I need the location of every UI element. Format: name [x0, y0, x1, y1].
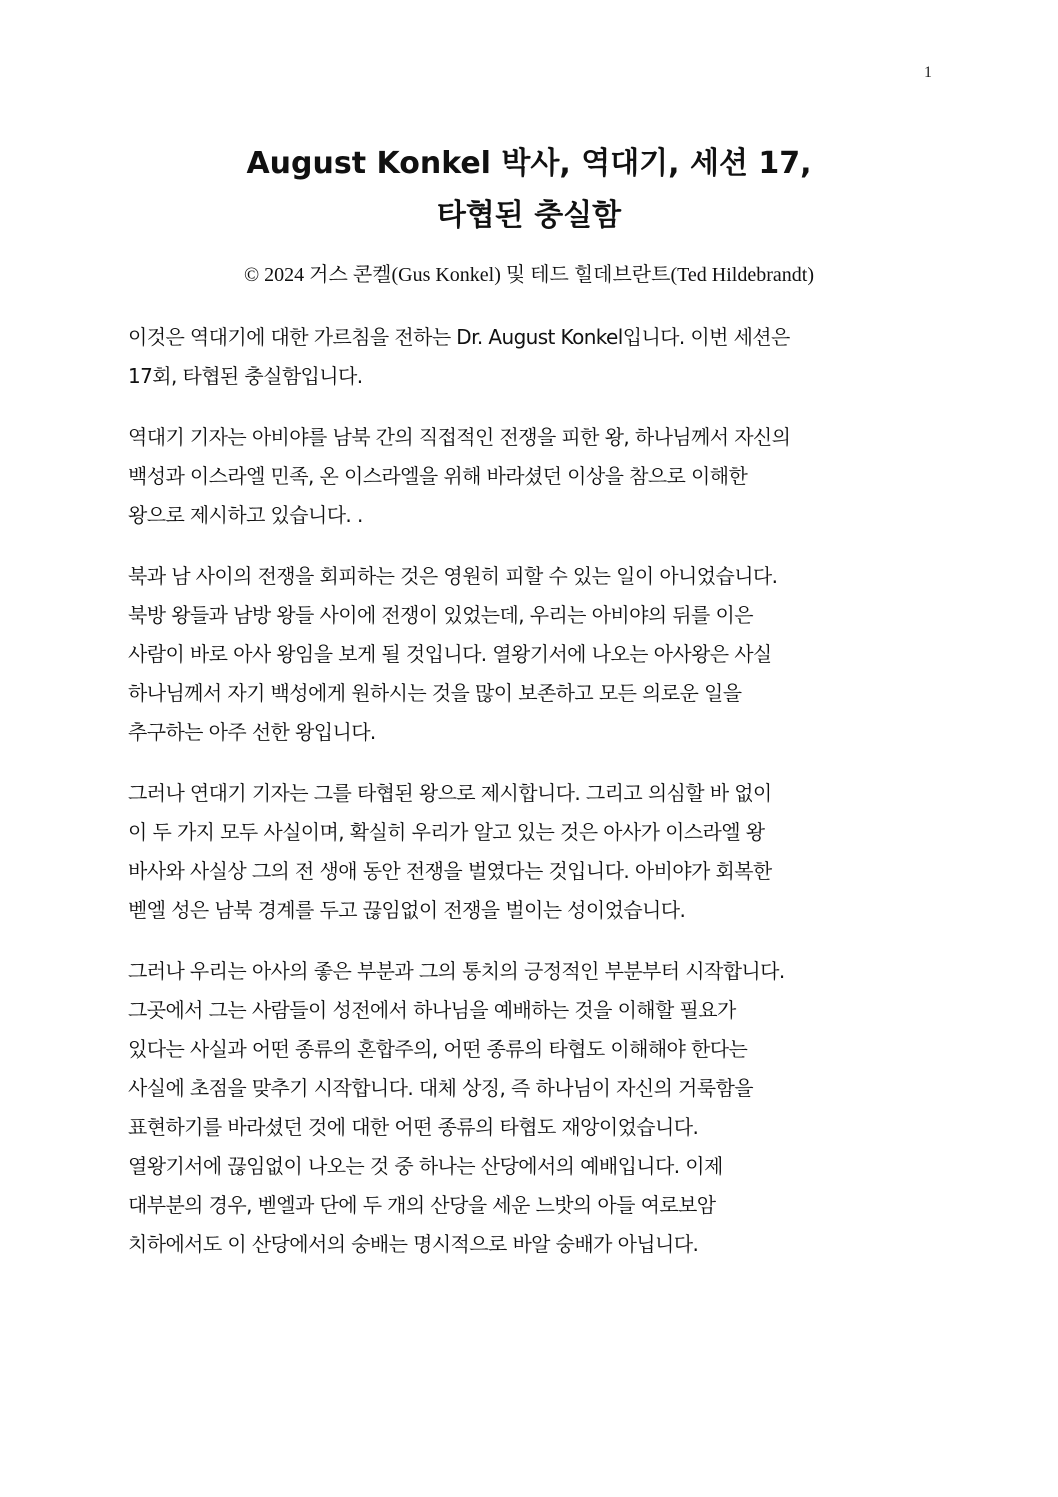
- paragraph-2: [128, 418, 948, 535]
- text-line: 열왕기서에 끊임없이 나오는 것 중 하나는 산당에서의 예배입니다. 이제: [128, 1154, 723, 1178]
- paragraph-1: [128, 318, 948, 396]
- text-line: 그곳에서 그는 사람들이 성전에서 하나님을 예배하는 것을 이해할 필요가: [128, 998, 736, 1022]
- text-line: 백성과 이스라엘 민족, 온 이스라엘을 위해 바라셨던 이상을 참으로 이해한: [128, 464, 748, 488]
- text-line: 바사와 사실상 그의 전 생애 동안 전쟁을 벌였다는 것입니다. 아비야가 회복한: [128, 859, 772, 883]
- body-text: [128, 318, 948, 1286]
- text-line: 사실에 초점을 맞추기 시작합니다. 대체 상징, 즉 하나님이 자신의 거룩함을: [128, 1076, 753, 1100]
- text-line: 벧엘 성은 남북 경계를 두고 끊임없이 전쟁을 벌이는 성이었습니다.: [128, 898, 686, 922]
- text-line: 북과 남 사이의 전쟁을 회피하는 것은 영원히 피할 수 있는 일이 아니었습니다.: [128, 564, 778, 588]
- text-line: 치하에서도 이 산당에서의 숭배는 명시적으로 바알 숭배가 아닙니다.: [128, 1232, 699, 1256]
- copyright-notice: © 2024 거스 콘켈(Gus Konkel) 및 테드 힐데브란트(Ted Hildebrandt): [243, 264, 814, 286]
- text-line: 추구하는 아주 선한 왕입니다.: [128, 720, 376, 744]
- text-line: 17회, 타협된 충실함입니다.: [128, 364, 363, 388]
- text-line: 하나님께서 자기 백성에게 원하시는 것을 많이 보존하고 모든 의로운 일을: [128, 681, 742, 705]
- text-line: 이것은 역대기에 대한 가르침을 전하는 Dr. August Konkel입니다. 이번 세션은: [128, 325, 790, 349]
- text-line: 대부분의 경우, 벧엘과 단에 두 개의 산당을 세운 느밧의 아들 여로보암: [128, 1193, 716, 1217]
- text-line: 왕으로 제시하고 있습니다. .: [128, 503, 363, 527]
- title-line-1: August Konkel 박사, 역대기, 세션 17,: [246, 146, 812, 181]
- text-line: 북방 왕들과 남방 왕들 사이에 전쟁이 있었는데, 우리는 아비야의 뒤를 이은: [128, 603, 753, 627]
- page-number: 1: [924, 64, 932, 81]
- paragraph-4: [128, 774, 948, 930]
- paragraph-5: [128, 952, 948, 1264]
- document-title: [80, 138, 978, 242]
- text-line: 있다는 사실과 어떤 종류의 혼합주의, 어떤 종류의 타협도 이해해야 한다는: [128, 1037, 748, 1061]
- text-line: 이 두 가지 모두 사실이며, 확실히 우리가 알고 있는 것은 아사가 이스라엘 왕: [128, 820, 765, 844]
- text-line: 역대기 기자는 아비야를 남북 간의 직접적인 전쟁을 피한 왕, 하나님께서 자신의: [128, 425, 791, 449]
- title-line-2: 타협된 충실함: [436, 198, 622, 233]
- text-line: 표현하기를 바라셨던 것에 대한 어떤 종류의 타협도 재앙이었습니다.: [128, 1115, 699, 1139]
- text-line: 그러나 연대기 기자는 그를 타협된 왕으로 제시합니다. 그리고 의심할 바 없이: [128, 781, 772, 805]
- paragraph-3: [128, 557, 948, 752]
- text-line: 그러나 우리는 아사의 좋은 부분과 그의 통치의 긍정적인 부분부터 시작합니다.: [128, 959, 785, 983]
- text-line: 사람이 바로 아사 왕임을 보게 될 것입니다. 열왕기서에 나오는 아사왕은 사실: [128, 642, 772, 666]
